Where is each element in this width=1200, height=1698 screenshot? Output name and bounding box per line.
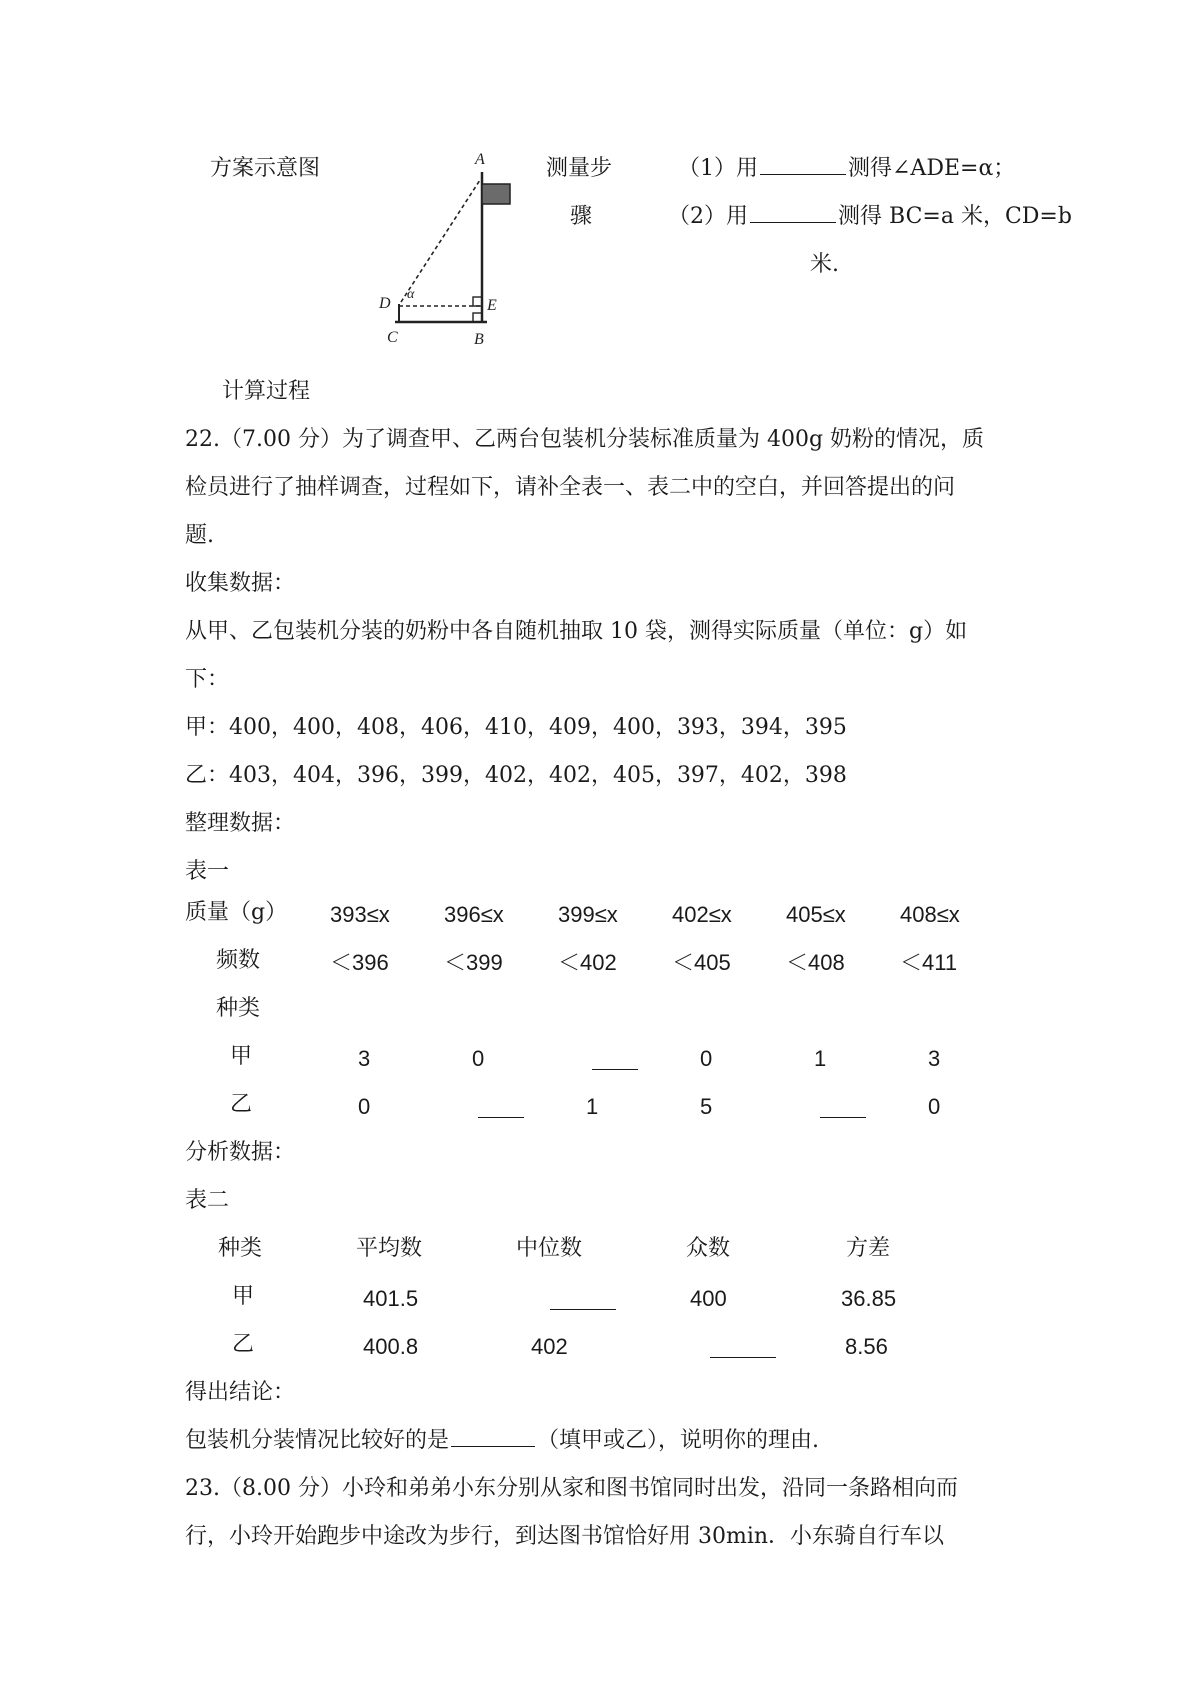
table1-cell: 3 bbox=[928, 1046, 941, 1071]
conclusion-line bbox=[185, 1430, 819, 1452]
table1-title: 表一 bbox=[185, 859, 230, 884]
q22-intro bbox=[185, 416, 1035, 896]
table2-header: 平均数 bbox=[356, 1236, 423, 1261]
table2-cell: 400.8 bbox=[363, 1334, 419, 1359]
table1-range-bottom: ＜396 bbox=[330, 950, 389, 975]
step2-blank[interactable] bbox=[750, 221, 836, 223]
table1-blank-jia[interactable] bbox=[592, 1068, 638, 1070]
steps-label-line1: 测量步 bbox=[546, 156, 613, 181]
step2-suffix: 测得 BC=a 米，CD=b bbox=[838, 204, 1072, 229]
table1-range-top: 393≤x bbox=[330, 902, 390, 927]
table1-blank-yi-1[interactable] bbox=[478, 1116, 524, 1118]
measurement-figure bbox=[375, 150, 525, 350]
table2-row-jia-label: 甲 bbox=[232, 1284, 255, 1309]
diagram-label: 方案示意图 bbox=[210, 156, 321, 181]
analyze-heading: 分析数据： bbox=[185, 1140, 296, 1165]
q23-line2: 行，小玲开始跑步中途改为步行，到达图书馆恰好用 30min．小东骑自行车以 bbox=[185, 1524, 945, 1549]
table1-range-top: 402≤x bbox=[672, 902, 732, 927]
flag bbox=[482, 184, 510, 204]
angle-alpha-label: α bbox=[407, 287, 415, 302]
table1-range-bottom: ＜399 bbox=[444, 950, 503, 975]
q23-line1: 23.（8.00 分）小玲和弟弟小东分别从家和图书馆同时出发，沿同一条路相向而 bbox=[185, 1476, 958, 1501]
conclusion-blank[interactable] bbox=[451, 1445, 535, 1447]
q22-line3: 题. bbox=[185, 523, 214, 548]
table1-header-frequency: 频数 bbox=[216, 948, 261, 973]
collect-line2: 下： bbox=[185, 667, 230, 692]
organize-heading: 整理数据： bbox=[185, 811, 296, 836]
point-c-label: C bbox=[387, 329, 398, 346]
step1-blank[interactable] bbox=[760, 173, 846, 175]
table1-cell: 1 bbox=[586, 1094, 599, 1119]
table1-range-bottom: ＜408 bbox=[786, 950, 845, 975]
table1-cell: 0 bbox=[928, 1094, 941, 1119]
table2-header: 种类 bbox=[218, 1236, 263, 1261]
table1-range-top: 408≤x bbox=[900, 902, 960, 927]
steps-label-line2: 骤 bbox=[570, 204, 593, 229]
table2-blank-median-jia[interactable] bbox=[550, 1308, 616, 1310]
q22-line2: 检员进行了抽样调查，过程如下，请补全表一、表二中的空白，并回答提出的问 bbox=[185, 475, 956, 500]
sight-line-diagonal bbox=[401, 180, 480, 302]
table2-header: 方差 bbox=[846, 1236, 891, 1261]
table2-title: 表二 bbox=[185, 1188, 230, 1213]
step-1 bbox=[678, 158, 1015, 180]
step2-prefix: （2）用 bbox=[668, 204, 748, 229]
conclusion-heading: 得出结论： bbox=[185, 1380, 296, 1405]
table2-header: 中位数 bbox=[516, 1236, 583, 1261]
table1-range-bottom: ＜411 bbox=[900, 950, 958, 975]
table2-blank-mode-yi[interactable] bbox=[710, 1356, 776, 1358]
table1-header-kind: 种类 bbox=[216, 996, 261, 1021]
table1-range-top: 399≤x bbox=[558, 902, 618, 927]
collect-heading: 收集数据： bbox=[185, 571, 296, 596]
table1-cell: 5 bbox=[700, 1094, 713, 1119]
step-2 bbox=[668, 206, 1072, 228]
point-b-label: B bbox=[474, 331, 484, 348]
point-d-label: D bbox=[379, 295, 391, 312]
table1-range-top: 405≤x bbox=[786, 902, 846, 927]
conclusion-suffix: （填甲或乙），说明你的理由. bbox=[537, 1428, 820, 1453]
point-a-label: A bbox=[475, 151, 485, 168]
table1-header-quality: 质量（g） bbox=[185, 900, 288, 925]
table2-cell: 401.5 bbox=[363, 1286, 419, 1311]
step1-prefix: （1）用 bbox=[678, 156, 758, 181]
calc-label: 计算过程 bbox=[222, 379, 311, 404]
point-e-label: E bbox=[487, 297, 497, 314]
table1-cell: 1 bbox=[814, 1046, 827, 1071]
table1-range-bottom: ＜405 bbox=[672, 950, 731, 975]
table1-cell: 3 bbox=[358, 1046, 371, 1071]
data-jia: 甲：400，400，408，406，410，409，400，393，394，395 bbox=[185, 715, 847, 740]
table1-range-top: 396≤x bbox=[444, 902, 504, 927]
table2-cell: 402 bbox=[531, 1334, 568, 1359]
table1-cell: 0 bbox=[472, 1046, 485, 1071]
table1-cell: 0 bbox=[700, 1046, 713, 1071]
right-angle-mark-b bbox=[473, 313, 482, 322]
table1-range-bottom: ＜402 bbox=[558, 950, 617, 975]
data-yi: 乙：403，404，396，399，402，402，405，397，402，398 bbox=[185, 763, 847, 788]
table2-cell: 8.56 bbox=[845, 1334, 888, 1359]
table1-row-yi-label: 乙 bbox=[230, 1092, 253, 1117]
table2-cell: 36.85 bbox=[841, 1286, 897, 1311]
step1-suffix: 测得∠ADE=α； bbox=[848, 156, 1016, 181]
table1-cell: 0 bbox=[358, 1094, 371, 1119]
table2-header: 众数 bbox=[686, 1236, 731, 1261]
conclusion-prefix: 包装机分装情况比较好的是 bbox=[185, 1428, 450, 1453]
table2-cell: 400 bbox=[690, 1286, 727, 1311]
q22-line1: 22.（7.00 分）为了调查甲、乙两台包装机分装标准质量为 400g 奶粉的情况，质 bbox=[185, 427, 985, 452]
table1-blank-yi-2[interactable] bbox=[820, 1116, 866, 1118]
collect-line1: 从甲、乙包装机分装的奶粉中各自随机抽取 10 袋，测得实际质量（单位：g）如 bbox=[185, 619, 968, 644]
table2-row-yi-label: 乙 bbox=[232, 1332, 255, 1357]
table1-row-jia-label: 甲 bbox=[230, 1044, 253, 1069]
step2-tail: 米. bbox=[810, 252, 839, 277]
right-angle-mark-e bbox=[473, 297, 482, 306]
